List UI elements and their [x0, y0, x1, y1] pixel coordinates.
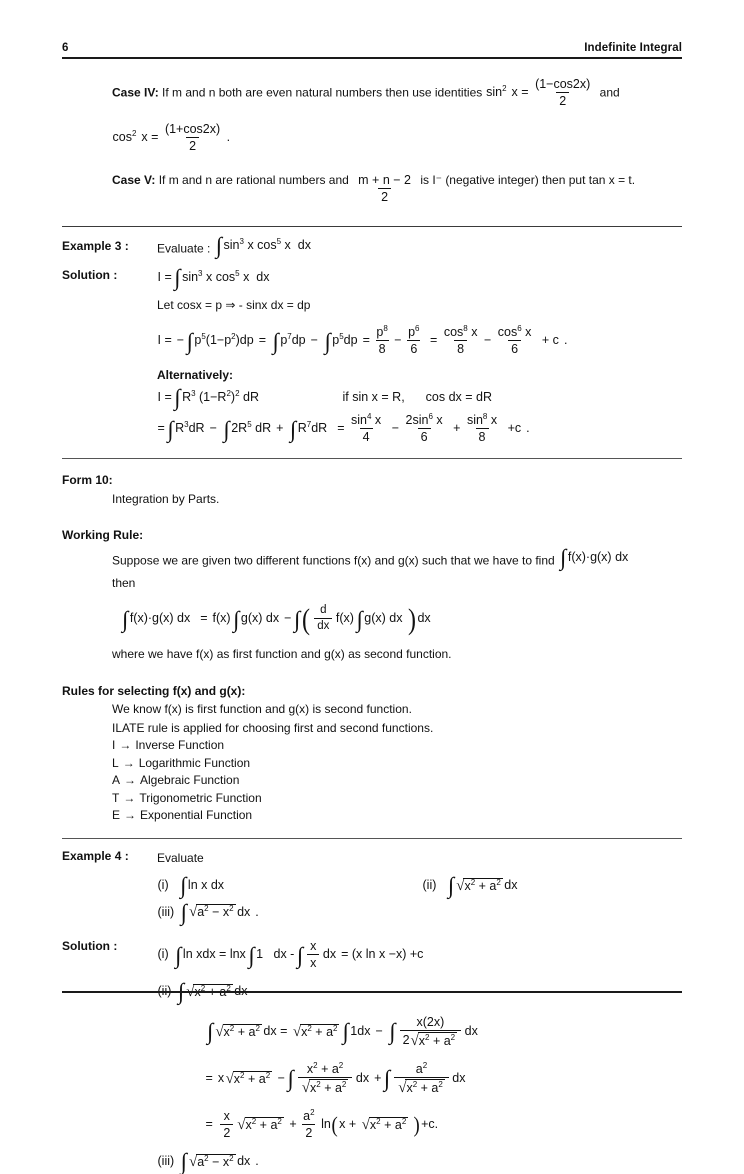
case-v-block: [112, 171, 682, 204]
ilate-list: [112, 737, 682, 824]
arrow-icon: →: [124, 773, 137, 788]
arrow-icon: →: [123, 790, 136, 805]
fraction-sin4x-over-4: $\frac{\sin^4 x}{4}$: [351, 411, 382, 445]
case-iv-and: and: [599, 85, 620, 100]
working-rule-then: then: [112, 575, 136, 590]
cos-period: .: [226, 130, 231, 145]
ilate-letter: T: [112, 790, 120, 805]
solution-4-part-ii-line-2: = x √ $x^2 + a^2$ − ∫ $x^2 + a^2$ √ $x^2 + a^2$ dx + ∫ $a^2$ √ $x^2 + a^2$ dx: [205, 1060, 466, 1096]
rules-selecting-line-2: ILATE rule is applied for choosing first and second functions.: [112, 720, 434, 735]
identity-fraction: [532, 77, 593, 108]
ilate-item: [112, 807, 682, 824]
period: .: [255, 1153, 259, 1168]
example-3-statement: [157, 233, 682, 259]
alt-condition-2: cos dx = dR: [425, 389, 493, 404]
working-rule-paragraph: [112, 545, 682, 571]
radical-icon: √: [237, 1116, 246, 1133]
example-4-part-iii: (iii) ∫ √ $a^2 - x^2$ dx .: [157, 899, 259, 925]
cos-numerator: (1+cos2x): [164, 122, 221, 136]
radical-icon: √: [301, 1079, 311, 1096]
cos-denominator: 2: [186, 137, 199, 153]
alt-conditions: [342, 391, 493, 404]
fraction-cos8x-over-8: $\frac{\cos^8 x}{8}$: [443, 323, 478, 357]
sqrt-a2-minus-x2: √ $a^2 - x^2$: [188, 904, 234, 921]
cos-fraction: [162, 122, 223, 153]
ilate-item: [112, 772, 682, 789]
ilate-name: Logarithmic Function: [138, 755, 251, 770]
case-v-denominator: 2: [378, 188, 391, 204]
case-v-fraction-wrap: [352, 173, 417, 204]
solution-4-part-iii: (iii) ∫ √ $a^2 - x^2$ dx .: [157, 1149, 259, 1174]
sqrt-x2-plus-a2: √ $x^2 + a^2$: [456, 877, 501, 894]
solution-3-body: [157, 265, 682, 445]
case-iv-second-identity-block: [112, 122, 682, 153]
solution-3-line-3: I = − ∫ $p^5(1-p^2)dp$ = ∫ $p^7dp$ − ∫ $p^5dp$ = $\frac{p^8}{8}$ − $\frac{p^6}{6}$ = $\frac{\cos^8 x}{8}$ − $\frac{\cos^6 x}{6}$ + c .: [157, 323, 568, 357]
rules-selecting-line-1: We know f(x) is first function and g(x) is second function.: [112, 702, 412, 717]
working-rule-integral: ∫ f(x)·g(x) dx: [560, 545, 629, 571]
radical-icon: √: [225, 1070, 234, 1087]
page-number: 6: [62, 42, 69, 54]
sqrt-x2-plus-a2: √ $x^2 + a^2$: [237, 1116, 282, 1133]
ilate-item: [112, 737, 682, 754]
example-4-label: Example 4 :: [62, 849, 129, 864]
period: .: [255, 904, 259, 919]
fraction-x-over-2: $\frac{x}{2}$: [220, 1109, 233, 1140]
working-rule-text: Suppose we are given two different functions f(x) and g(x) such that we have to find: [112, 553, 555, 568]
rules-selecting-label: Rules for selecting f(x) and g(x):: [62, 683, 246, 698]
fraction-p8-over-8: $\frac{p^8}{8}$: [376, 323, 388, 357]
radical-icon: √: [398, 1079, 407, 1096]
radical-icon: √: [292, 1023, 302, 1040]
fraction-p6-over-6: $\frac{p^6}{6}$: [408, 323, 420, 357]
solution-3-substitution: Let cosx = p ⇒ - sinx dx = dp: [157, 298, 311, 313]
example-3-label: Example 3 :: [62, 239, 129, 253]
case-iv-label: Case IV:: [112, 85, 159, 100]
form-10-text: Integration by Parts.: [112, 491, 220, 506]
ilate-name: Exponential Function: [140, 808, 253, 823]
example-4-prompt: Evaluate: [157, 851, 204, 866]
derivative-operator: $\frac{d}{dx}$: [314, 604, 332, 633]
sqrt-x2-plus-a2: √ $x^2 + a^2$: [361, 1116, 407, 1133]
running-header: [62, 0, 682, 54]
case-v-label: Case V:: [112, 173, 156, 187]
solution-3-line-1: I = ∫ $\sin^3 x$ $\cos^5 x$ dx: [157, 265, 270, 291]
arrow-icon: →: [119, 738, 132, 753]
fraction-a2-over-sqrt: $a^2$ √ $x^2 + a^2$: [394, 1062, 449, 1095]
ilate-name: Algebraic Function: [140, 773, 240, 788]
alt-line-2: = ∫ $R^3dR$ − ∫ $2R^5$ dR + ∫ $R^7dR$ = $\frac{\sin^4 x}{4}$ − $\frac{2\sin^6 x}{6}$ + $\frac{\sin^8 x}{8}$ +c .: [157, 411, 530, 445]
item-marker-iii: (iii): [157, 904, 175, 919]
radical-icon: √: [215, 1023, 224, 1040]
example-3-integral: ∫ $\sin^3 x$ $\cos^5 x$ dx: [215, 233, 311, 259]
case-v-tail: is I⁻ (negative integer) then put tan x = t.: [420, 173, 636, 187]
sqrt-x2-plus-a2: √ $x^2 + a^2$: [215, 1023, 260, 1040]
sqrt-x2-plus-a2: √ $x^2 + a^2$: [292, 1023, 338, 1040]
working-rule-integrand: f(x)·g(x) dx: [567, 549, 629, 564]
case-v-text: If m and n are rational numbers and: [158, 173, 349, 187]
book-title: Indefinite Integral: [584, 42, 682, 54]
example-4: [62, 849, 682, 925]
case-iv-text: If m and n both are even natural numbers then use identities: [162, 85, 483, 100]
ilate-name: Inverse Function: [135, 738, 225, 753]
solution-4-part-i: (i) ∫ ln xdx = lnx ∫ 1 dx - ∫ $\frac{x}{x}$ dx = (x ln x −x) +c: [157, 939, 424, 971]
solution-4-part-ii-heading: (ii) ∫ √ $x^2 + a^2$ dx: [157, 979, 248, 1005]
radical-icon: √: [361, 1116, 370, 1133]
example-4-part-i: (i) ∫ ln x dx: [157, 873, 225, 899]
radical-icon: √: [456, 877, 465, 894]
identity-numerator: (1−cos2x): [535, 77, 591, 91]
ilate-letter: E: [112, 808, 121, 823]
cos-exponent: 2: [131, 129, 137, 139]
alternatively-label: Alternatively:: [157, 368, 234, 383]
item-marker-i: (i): [157, 878, 169, 893]
cos-identity: [112, 122, 231, 153]
radical-icon: √: [188, 904, 198, 921]
page-content: [62, 0, 682, 1174]
sin-token: sin: [486, 85, 503, 100]
example-4-part-ii: (ii) ∫ √ $x^2 + a^2$ dx: [422, 873, 518, 899]
period: .: [563, 333, 568, 348]
example-3: [62, 233, 682, 259]
working-rule-label: Working Rule:: [62, 528, 144, 543]
sin-exponent: 2: [502, 84, 507, 94]
fraction-2sin6x-over-6: $\frac{2\sin^6 x}{6}$: [405, 411, 443, 445]
alt-condition-1: if sin x = R,: [342, 389, 405, 404]
ilate-letter: I: [112, 738, 116, 753]
footer-rule-wrap: [62, 988, 682, 993]
ilate-name: Trigonometric Function: [139, 790, 262, 805]
sqrt-a2-minus-x2: √ $a^2 - x^2$: [188, 1153, 234, 1170]
fraction-x2a2-over-sqrt: $x^2 + a^2$ √ $x^2 + a^2$: [298, 1062, 353, 1095]
part-i-integrand: ln x dx: [187, 878, 225, 893]
item-marker-ii: (ii): [422, 878, 437, 893]
integration-by-parts-formula: ∫ f(x)·g(x) dx = f(x) ∫ g(x) dx − ∫ ( $\frac{d}{dx}$ f(x) ∫ g(x) dx ) dx: [122, 602, 431, 636]
arrow-icon: →: [124, 808, 137, 823]
sqrt-x2-plus-a2: √ $x^2 + a^2$: [225, 1070, 271, 1087]
cos-equals: x =: [141, 130, 159, 145]
cos-token: cos: [112, 130, 132, 145]
solution-3-label: Solution :: [62, 267, 118, 282]
working-rule-where: where we have f(x) as first function and g(x) as second function.: [112, 647, 452, 662]
solution-4-body: [157, 939, 682, 1174]
item-marker-iii: (iii): [157, 1153, 175, 1168]
identity-denominator: 2: [556, 92, 569, 108]
radical-icon: √: [188, 1153, 198, 1170]
case-iv-identity: [486, 77, 597, 108]
ilate-item: [112, 755, 682, 772]
arrow-icon: →: [122, 755, 135, 770]
ilate-item: [112, 790, 682, 807]
radical-icon: √: [186, 983, 195, 1000]
fraction-a2-over-2: $\frac{a^2}{2}$: [303, 1107, 315, 1140]
example-4-statement: [157, 849, 682, 925]
part-i-result: = (x ln x −x) +c: [341, 947, 424, 962]
fraction-x2x-over-2sqrt: x(2x) 2 √ $x^2 + a^2$: [400, 1015, 462, 1048]
example-3-solution: [62, 265, 682, 445]
case-v-numerator: m + n − 2: [358, 173, 411, 187]
solution-4-part-ii-line-3: = $\frac{x}{2}$ √ $x^2 + a^2$ + $\frac{a^2}{2}$ ln ( x + √ $x^2 + a^2$ ) +c.: [205, 1107, 439, 1140]
case-iv-block: [112, 77, 682, 108]
sqrt-x2-plus-a2: √ $x^2 + a^2$: [186, 983, 231, 1000]
item-marker-i: (i): [157, 947, 169, 962]
fraction-x-over-x: $\frac{x}{x}$: [307, 939, 319, 970]
solution-4-label: Solution :: [62, 939, 118, 954]
part-ii-constant: +c.: [421, 1117, 439, 1132]
ilate-letter: A: [112, 773, 121, 788]
alt-line-1: I = ∫ $R^3$ $(1-R^2)^2$ dR: [157, 384, 259, 410]
identity-equals: x =: [511, 85, 529, 100]
case-v-fraction: [355, 173, 414, 204]
footer-rule: [62, 991, 682, 993]
period: .: [526, 421, 530, 436]
fraction-sin8x-over-8: $\frac{\sin^8 x}{8}$: [466, 411, 498, 445]
example-4-solution: [62, 939, 682, 1174]
example-4-parts-row-1: [157, 873, 682, 899]
solution-4-part-ii-line-1: ∫ √ $x^2 + a^2$ dx = √ $x^2 + a^2$ ∫ 1dx − ∫ x(2x) 2 √ $x^2 + a^2$ dx: [207, 1014, 478, 1049]
ilate-letter: L: [112, 755, 119, 770]
fraction-cos6x-over-6: $\frac{\cos^6 x}{6}$: [497, 323, 532, 357]
item-marker-ii: (ii): [157, 984, 172, 999]
example-3-prompt: Evaluate :: [157, 241, 211, 256]
form-10-label: Form 10:: [62, 473, 113, 488]
radical-icon: √: [410, 1032, 419, 1049]
